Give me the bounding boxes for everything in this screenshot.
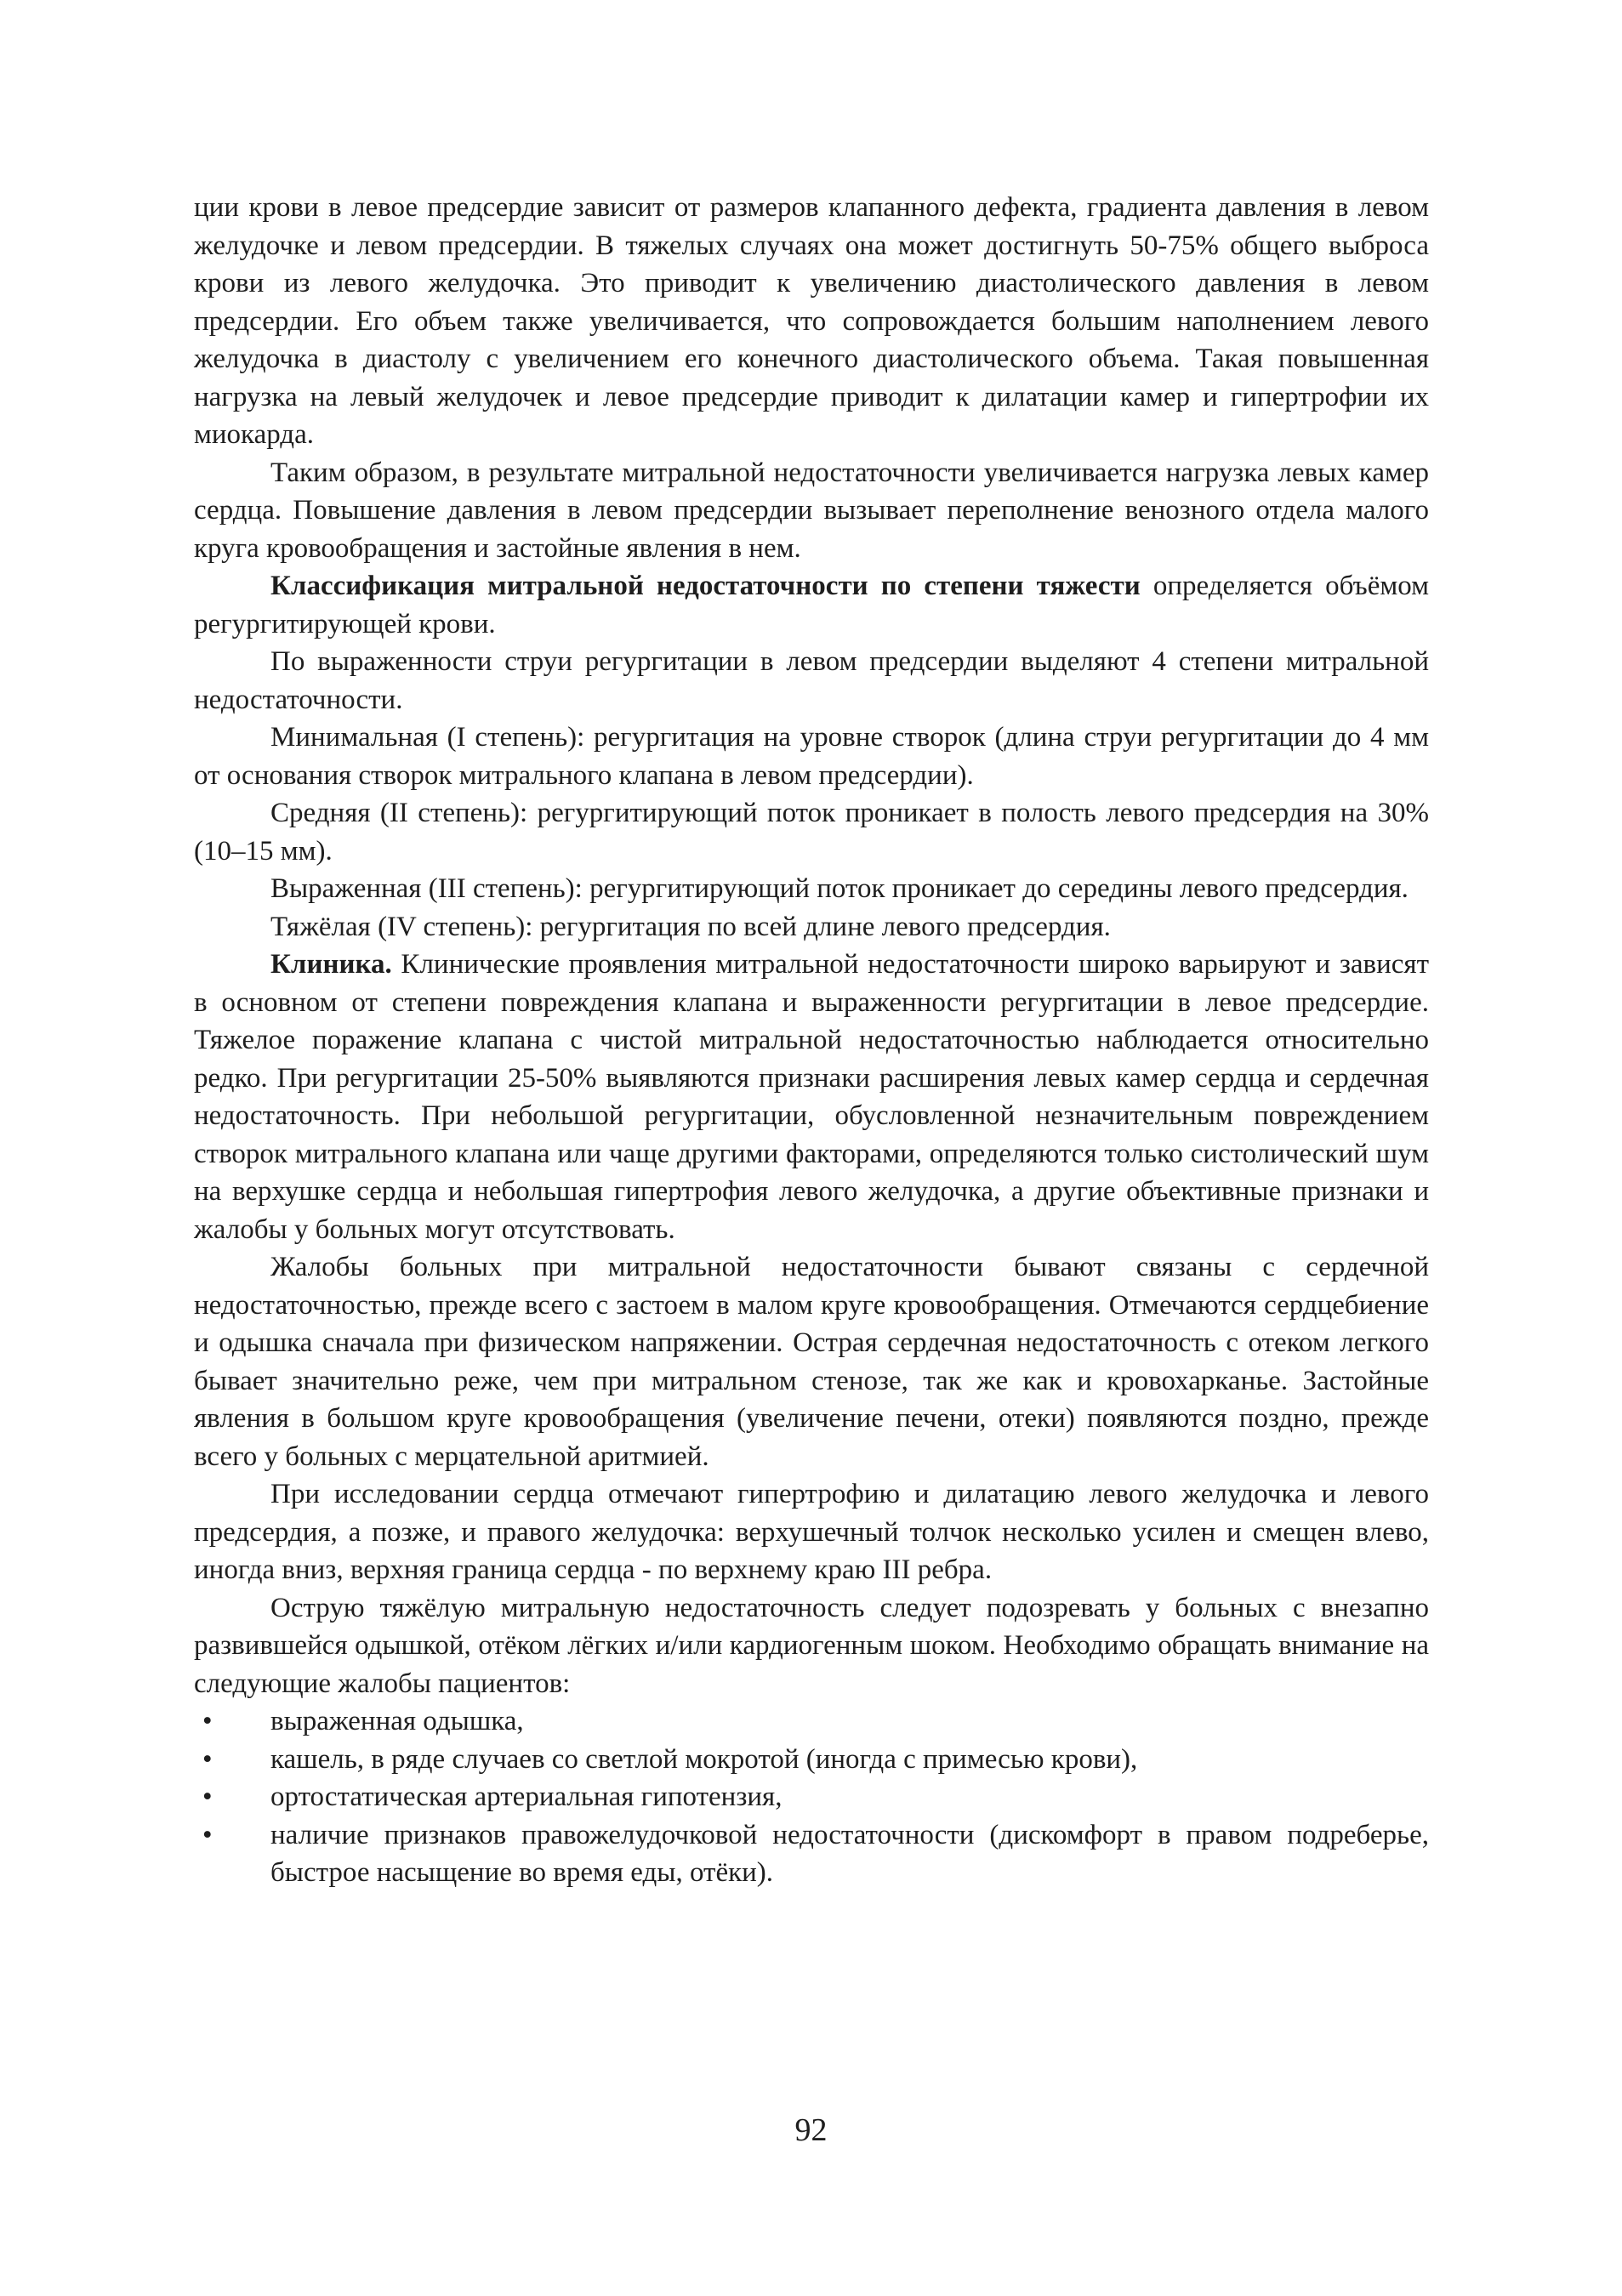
- paragraph-clinic: [194, 946, 1429, 1248]
- paragraph-lead: Классификация митральной недостаточности по степени тяжести: [270, 571, 1141, 601]
- paragraph-text: Выраженная (III степень): регургитирующий поток проникает до середины левого предсердия.: [270, 873, 1409, 904]
- list-item-text: кашель, в ряде случаев со светлой мокротой (иногда с примесью крови),: [270, 1743, 1138, 1775]
- paragraph-text: определяется объёмом регургитирующей крови.: [194, 571, 1429, 639]
- paragraph-classification: [194, 567, 1429, 643]
- paragraph-lead: Клиника.: [270, 949, 392, 980]
- paragraph-text: Тяжёлая (IV степень): регургитация по всей длине левого предсердия.: [270, 911, 1111, 942]
- paragraph-text: Таким образом, в результате митральной недостаточности увеличивается нагрузка левых камер сердца. Повышение давления в левом предсердии вызывает переполнение венозного отдела малого круга кровообращения и застойные явления в нем.: [194, 457, 1429, 564]
- list-item: [194, 1816, 1429, 1892]
- list-item-text: выраженная одышка,: [270, 1706, 524, 1736]
- complaints-list: [194, 1702, 1429, 1892]
- paragraph-degree-2: [194, 794, 1429, 870]
- paragraph-text: Жалобы больных при митральной недостаточности бывают связаны с сердечной недостаточностью, прежде всего с застоем в малом круге кровообращения. Отмечаются сердцебиение и одышка сначала при физическом напряжении. Острая сердечная недостаточность с отеком легкого бывает значительно реже, чем при митральном стенозе, так же как и кровохарканье. Застойные явления в большом круге кровообращения (увеличение печени, отеки) появляются поздно, прежде всего у больных с мерцательной аритмией.: [194, 1252, 1429, 1472]
- paragraph-1: [194, 189, 1429, 454]
- paragraph-text: По выраженности струи регургитации в левом предсердии выделяют 4 степени митральной недостаточности.: [194, 646, 1429, 715]
- paragraph-text: ции крови в левое предсердие зависит от размеров клапанного дефекта, градиента давления в левом желудочке и левом предсердии. В тяжелых случаях она может достигнуть 50-75% общего выброса крови из левого желудочка. Это приводит к увеличению диастолического давления в левом предсердии. Его объем также увеличивается, что сопровождается большим наполнением левого желудочка в диастолу с увеличением его конечного диастолического объема. Такая повышенная нагрузка на левый желудочек и левое предсердие приводит к дилатации камер и гипертрофии их миокарда.: [194, 192, 1429, 450]
- bullet-icon: •: [202, 1706, 213, 1736]
- paragraph-acute: [194, 1589, 1429, 1703]
- bullet-icon: •: [202, 1819, 213, 1850]
- page-number: 92: [794, 2112, 828, 2148]
- paragraph-text: Минимальная (I степень): регургитация на уровне створок (длина струи регургитации до 4 мм от основания створок митрального клапана в левом предсердии).: [194, 722, 1429, 791]
- list-item: [194, 1778, 1429, 1816]
- paragraph-complaints: [194, 1248, 1429, 1475]
- list-item: [194, 1702, 1429, 1741]
- paragraph-text: Клинические проявления митральной недостаточности широко варьируют и зависят в основном от степени повреждения клапана и выраженности регургитации в левое предсердие. Тяжелое поражение клапана с чистой митральной недостаточностью наблюдается относительно редко. При регургитации 25-50% выявляются признаки расширения левых камер сердца и сердечная недостаточность. При небольшой регургитации, обусловленной незначительным повреждением створок митрального клапана или чаще другими факторами, определяются только систолический шум на верхушке сердца и небольшая гипертрофия левого желудочка, а другие объективные признаки и жалобы у больных могут отсутствовать.: [194, 949, 1429, 1245]
- bullet-icon: •: [202, 1743, 213, 1775]
- paragraph-4: [194, 643, 1429, 719]
- paragraph-text: При исследовании сердца отмечают гипертрофию и дилатацию левого желудочка и левого предсердия, а позже, и правого желудочка: верхушечный толчок несколько усилен и смещен влево, иногда вниз, верхняя граница сердца - по верхнему краю III ребра.: [194, 1479, 1429, 1585]
- paragraph-text: Острую тяжёлую митральную недостаточность следует подозревать у больных с внезапно развившейся одышкой, отёком лёгких и/или кардиогенным шоком. Необходимо обращать внимание на следующие жалобы пациентов:: [194, 1592, 1429, 1699]
- list-item-text: ортостатическая артериальная гипотензия,: [270, 1782, 783, 1812]
- paragraph-examination: [194, 1475, 1429, 1589]
- list-item-text: наличие признаков правожелудочковой недостаточности (дискомфорт в правом подреберье, быстрое насыщение во время еды, отёки).: [270, 1819, 1429, 1888]
- document-page: [194, 189, 1429, 1892]
- paragraph-2: [194, 454, 1429, 568]
- paragraph-degree-1: [194, 719, 1429, 794]
- bullet-icon: •: [202, 1782, 213, 1812]
- paragraph-degree-4: [194, 908, 1429, 946]
- paragraph-degree-3: [194, 870, 1429, 908]
- paragraph-text: Средняя (II степень): регургитирующий поток проникает в полость левого предсердия на 30% (10–15 мм).: [194, 798, 1429, 867]
- list-item: [194, 1741, 1429, 1779]
